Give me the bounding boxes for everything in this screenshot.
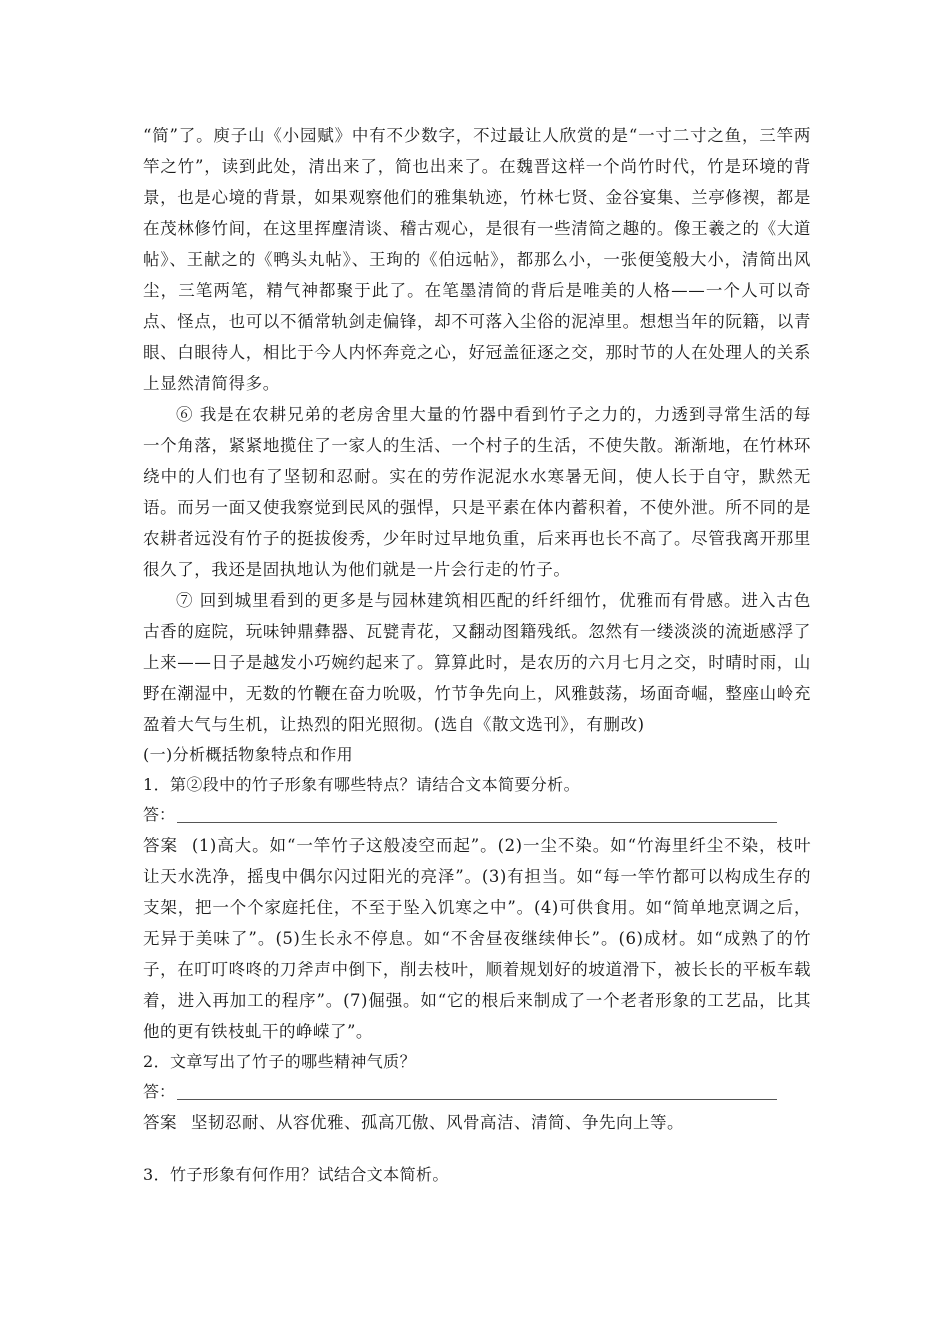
question-1: 1．第②段中的竹子形象有哪些特点？请结合文本简要分析。: [143, 775, 580, 794]
answer-1: [143, 830, 811, 1047]
answer-prompt: 答：: [143, 805, 176, 824]
answer-line-2: [143, 1077, 811, 1107]
section-title: (一)分析概括物象特点和作用: [143, 745, 354, 764]
answer-text: 坚韧忍耐、从容优雅、孤高兀傲、风骨高洁、清简、争先向上等。: [191, 1113, 684, 1132]
answer-blank: [177, 804, 777, 823]
answer-tag: 答案: [143, 1113, 177, 1132]
spacer: [143, 1138, 811, 1160]
answer-text: (1)高大。如“一竿竹子这般凌空而起”。(2)一尘不染。如“竹海里纤尘不染，枝叶让天水洗净，摇曳中偶尔闪过阳光的亮泽”。(3)有担当。如“每一竿竹都可以构成生存的支架，把一个个家庭托住，不至于坠入饥寒之中”。(4)可供食用。如“简单地烹调之后，无异于美味了”。(5)生长永不停息。如“不舍昼夜继续伸长”。(6)成材。如“成熟了的竹子，在叮叮咚咚的刀斧声中倒下，削去枝叶，顺着规划好的坡道滑下，被长长的平板车载着，进入再加工的程序”。(7)倔强。如“它的根后来制成了一个老者形象的工艺品，比其他的更有铁枝虬干的峥嵘了”。: [143, 836, 811, 1041]
question-3: 3．竹子形象有何作用？试结合文本简析。: [143, 1165, 449, 1184]
passage-paragraph-7: ⑦ 回到城里看到的更多是与园林建筑相匹配的纤纤细竹，优雅而有骨感。进入古色古香的庭院，玩味钟鼎彝器、瓦甓青花，又翻动图籍残纸。忽然有一缕淡淡的流逝感浮了上来——日子是越发小巧婉约起来了。算算此时，是农历的六月七月之交，时晴时雨，山野在潮湿中，无数的竹鞭在奋力吮吸，竹节争先向上，风雅鼓荡，场面奇崛，整座山岭充盈着大气与生机，让热烈的阳光照彻。(选自《散文选刊》，有删改): [143, 591, 811, 734]
answer-tag: 答案: [143, 836, 178, 855]
answer-line-1: [143, 800, 811, 830]
question-2: 2．文章写出了竹子的哪些精神气质？: [143, 1052, 416, 1071]
answer-blank: [177, 1081, 777, 1100]
passage-paragraph-6: ⑥ 我是在农耕兄弟的老房舍里大量的竹器中看到竹子之力的，力透到寻常生活的每一个角落，紧紧地揽住了一家人的生活、一个村子的生活，不使失散。渐渐地，在竹林环绕中的人们也有了坚韧和忍耐。实在的劳作泥泥水水寒暑无间，使人长于自守，默然无语。而另一面又使我察觉到民风的强悍，只是平素在体内蓄积着，不使外泄。所不同的是农耕者远没有竹子的挺拔俊秀，少年时过早地负重，后来再也长不高了。尽管我离开那里很久了，我还是固执地认为他们就是一片会行走的竹子。: [143, 405, 811, 579]
answer-2: [143, 1107, 811, 1138]
document-page: [143, 120, 811, 1190]
passage-paragraph-5-continued: “简”了。庾子山《小园赋》中有不少数字，不过最让人欣赏的是“一寸二寸之鱼，三竿两竿之竹”，读到此处，清出来了，简也出来了。在魏晋这样一个尚竹时代，竹是环境的背景，也是心境的背景，如果观察他们的雅集轨迹，竹林七贤、金谷宴集、兰亭修禊，都是在茂林修竹间，在这里挥麈清谈、稽古观心，是很有一些清简之趣的。像王羲之的《大道帖》、王献之的《鸭头丸帖》、王珣的《伯远帖》，都那么小，一张便笺般大小，清简出风尘，三笔两笔，精气神都聚于此了。在笔墨清简的背后是唯美的人格——一个人可以奇点、怪点，也可以不循常轨剑走偏锋，却不可落入尘俗的泥淖里。想想当年的阮籍，以青眼、白眼待人，相比于今人内怀奔竞之心，好冠盖征逐之交，那时节的人在处理人的关系上显然清简得多。: [143, 126, 811, 393]
answer-prompt: 答：: [143, 1082, 176, 1101]
